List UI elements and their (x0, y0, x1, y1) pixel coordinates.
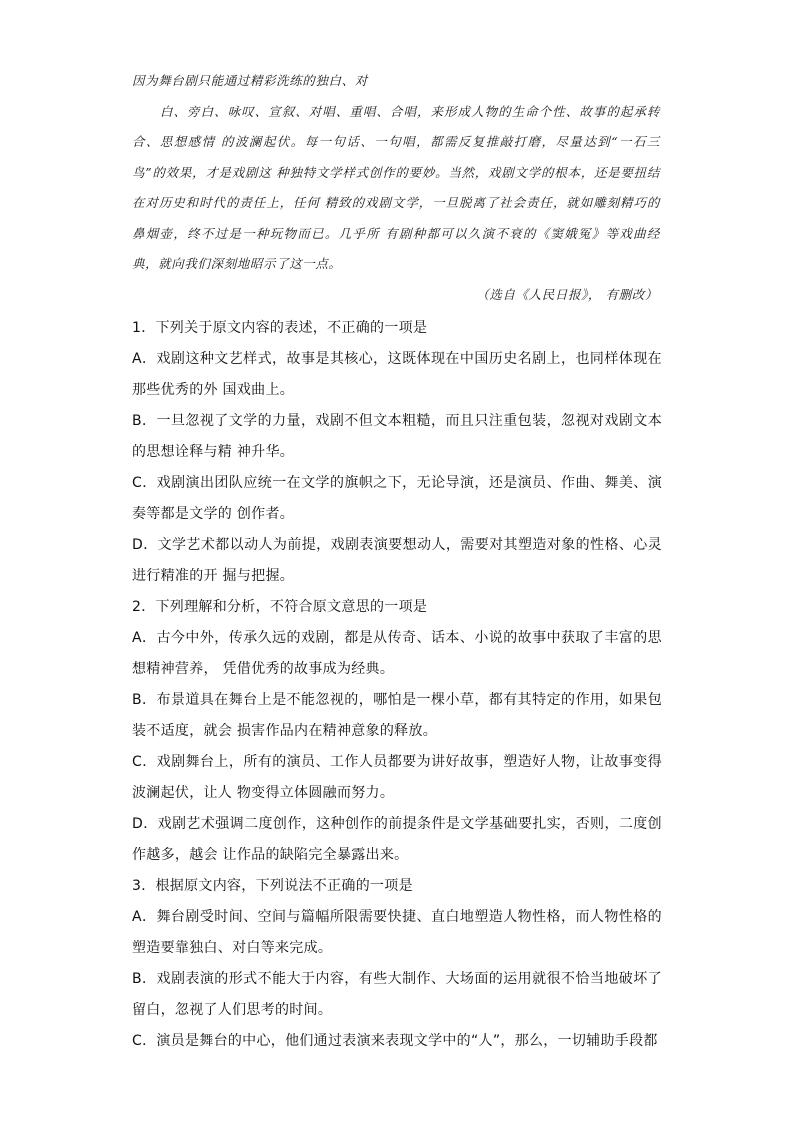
passage-source: （选自《人民日报》， 有删改） (476, 286, 658, 302)
passage-paragraph: 白、旁白、咏叹、宣叙、对唱、重唱、合唱，来形成人物的生命个性、故事的起承转合、思想感情 的波澜起伏。每一句话、一句唱，都需反复推敲打磨，尽量达到“一石三鸟”的效果，才是戏剧这 种独特文学样式创作的要妙。当然，戏剧文学的根本，还是要扭结在对历史和时代的责任上，任何 精致的戏剧文学，一旦脱离了社会责任，就如雕刻精巧的鼻烟壶，终不过是一种玩物而已。几乎所 有剧种都可以久演不衰的《窦娥冤》等戏曲经典，就向我们深刻地昭示了这一点。 (132, 103, 660, 271)
question-list (132, 313, 662, 1057)
passage-first-line: 因为舞台剧只能通过精彩洗练的独白、对 (132, 73, 368, 88)
question-2 (132, 592, 662, 871)
option-d: D．文学艺术都以动人为前提，戏剧表演要想动人，需要对其塑造对象的性格、心灵进行精准的开 掘与把握。 (132, 537, 662, 584)
option-a: A．戏剧这种文艺样式，故事是其核心，这既体现在中国历史名剧上，也同样体现在那些优秀的外 国戏曲上。 (132, 351, 662, 398)
question-stem: 3．根据原文内容，下列说法不正确的一项是 (132, 878, 413, 894)
option-b: B．戏剧表演的形式不能大于内容，有些大制作、大场面的运用就很不恰当地破坏了留白，忽视了人们思考的时间。 (132, 971, 662, 1018)
option-d: D．戏剧艺术强调二度创作，这种创作的前提条件是文学基础要扎实，否则，二度创作越多，越会 让作品的缺陷完全暴露出来。 (132, 816, 662, 863)
option-a: A．舞台剧受时间、空间与篇幅所限需要快捷、直白地塑造人物性格，而人物性格的塑造要靠独白、对白等来完成。 (132, 909, 662, 956)
option-c: C．演员是舞台的中心，他们通过表演来表现文学中的“人”，那么，一切辅助手段都 (132, 1033, 658, 1049)
option-c: C．戏剧舞台上，所有的演员、工作人员都要为讲好故事，塑造好人物，让故事变得波澜起伏，让人 物变得立体圆融而努力。 (132, 754, 662, 801)
option-b: B．一旦忽视了文学的力量，戏剧不但文本粗糙，而且只注重包装，忽视对戏剧文本的思想诠释与精 神升华。 (132, 413, 662, 460)
question-stem: 1．下列关于原文内容的表述，不正确的一项是 (132, 320, 428, 336)
question-1 (132, 313, 662, 592)
option-c: C．戏剧演出团队应统一在文学的旗帜之下，无论导演，还是演员、作曲、舞美、演奏等都是文学的 创作者。 (132, 475, 662, 522)
reading-passage (132, 66, 660, 310)
option-b: B．布景道具在舞台上是不能忽视的，哪怕是一棵小草，都有其特定的作用，如果包装不适度，就会 损害作品内在精神意象的释放。 (132, 692, 662, 739)
question-3 (132, 871, 662, 1057)
question-stem: 2．下列理解和分析，不符合原文意思的一项是 (132, 599, 428, 615)
option-a: A．古今中外，传承久远的戏剧，都是从传奇、话本、小说的故事中获取了丰富的思想精神营养， 凭借优秀的故事成为经典。 (132, 630, 662, 677)
